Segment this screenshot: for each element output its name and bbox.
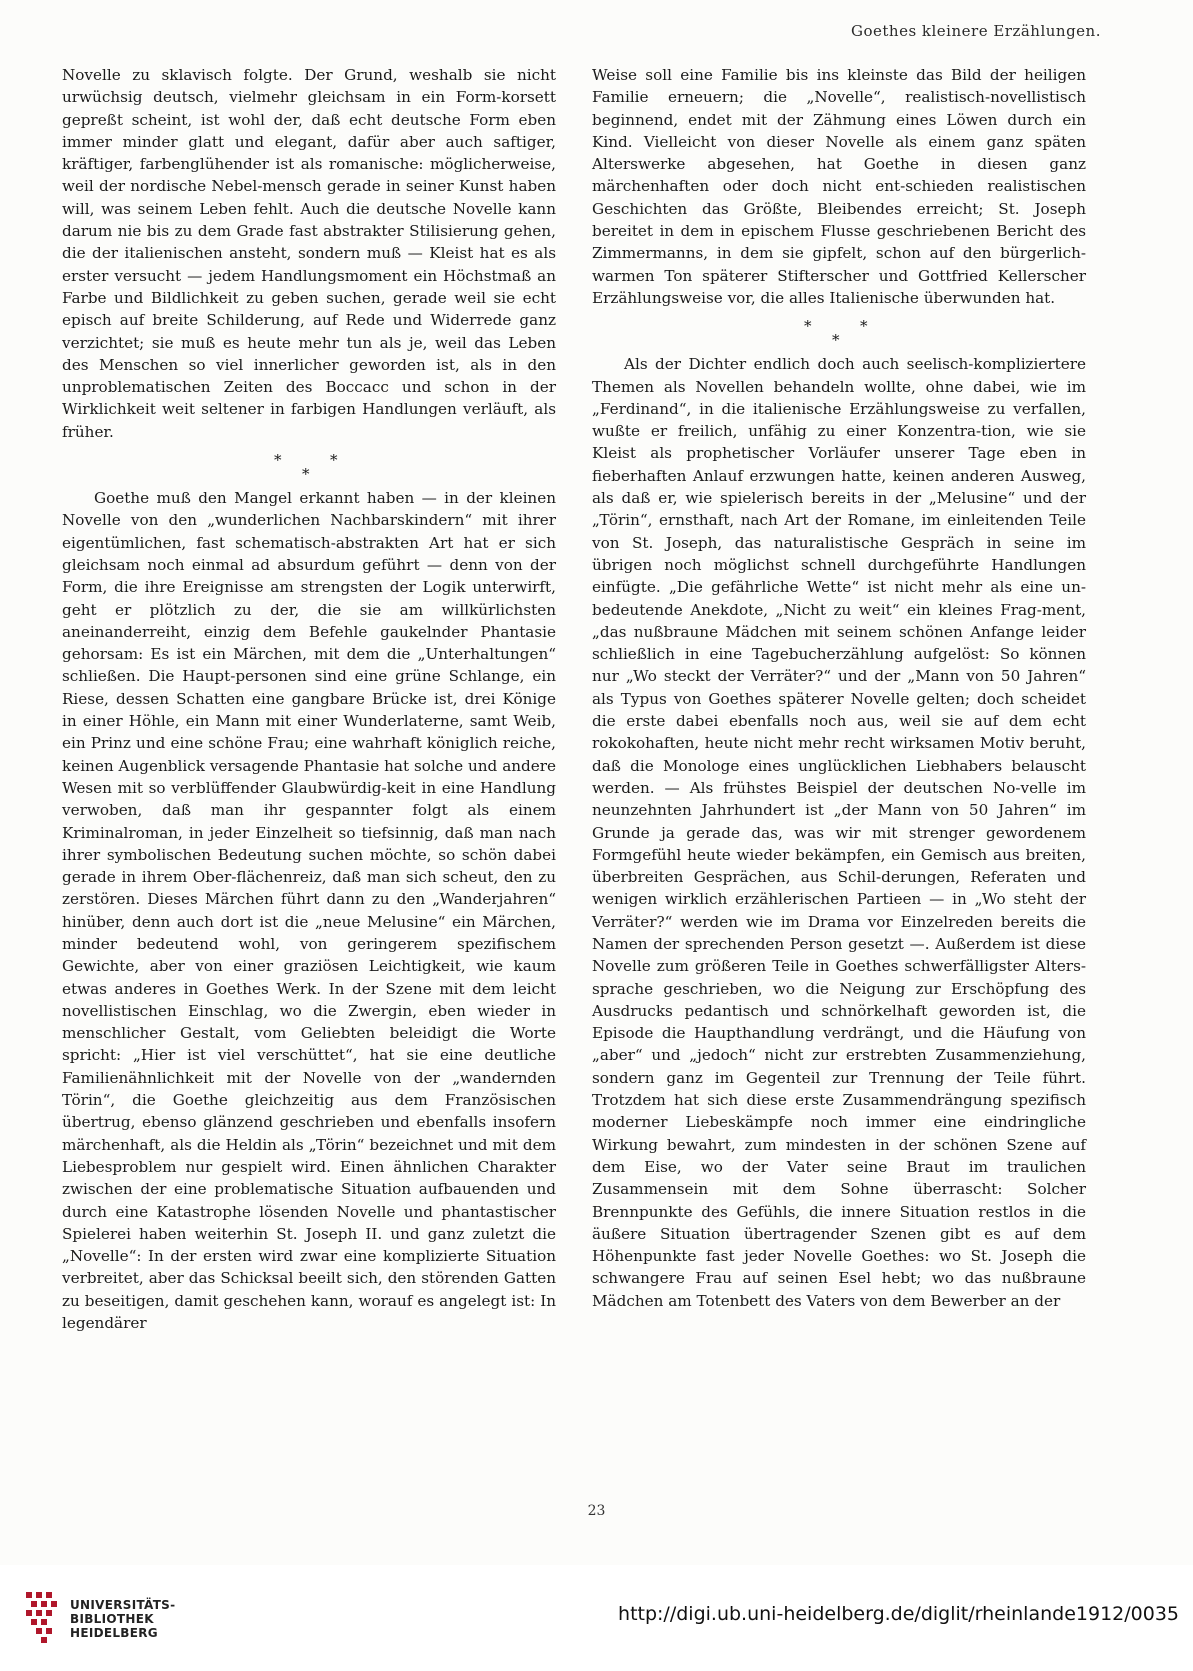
asterisk: * bbox=[274, 451, 282, 470]
asterisk: * bbox=[804, 317, 812, 336]
right-column bbox=[592, 64, 1086, 1312]
library-name bbox=[70, 1598, 175, 1640]
left-paragraph-2: Goethe muß den Mangel erkannt haben — in der kleinen Novelle von den „wunderlichen Nachbarskindern“ mit ihrer eigentümlichen, fast schematisch-abstrakten Art hat er sich gleichsam noch einmal ad absurdum geführt — denn von der Form, die ihre Ereignisse am strengsten der Logik unterwirft, geht er plötzlich zu der, die sie am willkürlichsten aneinanderreiht, einzig dem Befehle gaukelnder Phantasie gehorsam: Es ist ein Märchen, mit dem die „Unterhaltungen“ schließen. Die Haupt-personen sind eine grüne Schlange, ein Riese, dessen Schatten eine gangbare Brücke ist, drei Könige in einer Höhle, ein Mann mit einer Wunderlaterne, samt Weib, ein Prinz und eine schöne Frau; eine wahrhaft königlich reiche, keinen Augenblick versagende Phantasie hat solche und andere Wesen mit so verblüffender Glaubwürdig-keit in eine Handlung verwoben, daß man ihr gespannter folgt als einem Kriminalroman, in jeder Einzelheit so tiefsinnig, daß man nach ihrer symbolischen Bedeutung suchen möchte, so schön dabei gerade in ihrem Ober-flächenreiz, daß man sich scheut, den zu zerstören. Dieses Märchen führt dann zu den „Wanderjahren“ hinüber, denn auch dort ist die „neue Melusine“ ein Märchen, minder bedeutend wohl, von geringerem spezifischem Gewichte, aber von einer graziösen Leichtigkeit, wie kaum etwas anderes in Goethes Werk. In der Szene mit dem leicht novellistischen Einschlag, wo die Zwergin, eben wieder in menschlicher Gestalt, vom Geliebten beleidigt die Worte spricht: „Hier ist viel verschüttet“, hat sie eine deutliche Familienähnlichkeit mit der Novelle von der „wandernden Törin“, die Goethe gleichzeitig aus dem Französischen übertrug, ebenso glänzend geschrieben und ebenfalls insofern märchenhaft, als die Heldin als „Törin“ bezeichnet und mit dem Liebesproblem nur gespielt wird. Einen ähnlichen Charakter zwischen der eine problematische Situation aufbauenden und durch eine Katastrophe lösenden Novelle und phantastischer Spielerei haben weiterhin St. Joseph II. und ganz zuletzt die „Novelle“: In der ersten wird zwar eine komplizierte Situation verbreitet, aber das Schicksal beeilt sich, den störenden Gatten zu beseitigen, damit geschehen kann, worauf es angelegt ist: In legendärer bbox=[62, 489, 556, 1333]
library-name-line-1: UNIVERSITÄTS- bbox=[70, 1598, 176, 1612]
permalink-url[interactable]: http://digi.ub.uni-heidelberg.de/diglit/rheinlande1912/0035 bbox=[618, 1603, 1179, 1625]
asterisk: * bbox=[860, 317, 868, 336]
page-number: 23 bbox=[587, 1503, 606, 1519]
asterisk: * bbox=[330, 451, 338, 470]
right-paragraph-1: Weise soll eine Familie bis ins kleinste das Bild der heiligen Familie erneuern; die „Novelle“, realistisch-novellistisch beginnend, endet mit der Zähmung eines Löwen durch ein Kind. Vielleicht von dieser Novelle als einem ganz späten Alterswerke abgesehen, hat Goethe in diesen ganz märchenhaften oder doch nicht ent-schieden realistischen Geschichten das Größte, Bleibendes erreicht; St. Joseph bereitet in dem in epischem Flusse geschriebenen Bericht des Zimmermanns, in dem sie gipfelt, schon auf den bürgerlich-warmen Ton späterer Stifterscher und Gottfried Kellerscher Erzählungsweise vor, die alles Italienische überwunden hat. bbox=[592, 66, 1086, 307]
section-divider-asterisks bbox=[62, 443, 556, 487]
section-divider-asterisks bbox=[592, 309, 1086, 353]
left-paragraph-1: Novelle zu sklavisch folgte. Der Grund, weshalb sie nicht urwüchsig deutsch, vielmehr gleichsam in ein Form-korsett gepreßt scheint, ist wohl der, daß echt deutsche Form eben immer minder glatt und elegant, dafür aber auch saftiger, kräftiger, farbenglühender ist als romanische: möglicherweise, weil der nordische Nebel-mensch gerade in seiner Kunst haben will, was seinem Leben fehlt. Auch die deutsche Novelle kann darum nie bis zu dem Grade fast abstrakter Stilisierung gehen, die der italienischen ansteht, sondern muß — Kleist hat es als erster versucht — jedem Handlungsmoment ein Höchstmaß an Farbe und Bildlichkeit zu geben suchen, gerade weil sie echt episch auf breite Schilderung, auf Rede und Widerrede ganz verzichtet; sie muß es heute mehr tun als je, weil das Leben des Menschen so viel innerlicher geworden ist, als in den unproblematischen Zeiten des Boccacc und schon in der Wirklichkeit weit seltener in farbigen Handlungen verläuft, als früher. bbox=[62, 66, 556, 441]
university-seal-logo-icon bbox=[22, 1588, 64, 1650]
left-column bbox=[62, 64, 556, 1334]
asterisk: * bbox=[832, 331, 840, 350]
right-paragraph-2: Als der Dichter endlich doch auch seelisch-kompliziertere Themen als Novellen behandeln wollte, ohne dabei, wie im „Ferdinand“, in die italienische Erzählungsweise zu verfallen, wußte er freilich, unfähig zu einer Konzentra-tion, wie sie Kleist als prophetischer Vorläufer unserer Tage eben in fieberhaften Anlauf erzwungen hatte, keinen anderen Ausweg, als daß er, wie spielerisch bereits in der „Melusine“ und der „Törin“, ernsthaft, nach Art der Romane, im einleitenden Teile von St. Joseph, das naturalistische Gespräch in seine im übrigen noch möglichst schnell durchgeführte Handlungen einfügte. „Die gefährliche Wette“ ist nicht mehr als eine un-bedeutende Anekdote, „Nicht zu weit“ ein kleines Frag-ment, „das nußbraune Mädchen mit seinem schönen Anfange leider schließlich in eine Tagebucherzählung aufgelöst: So können nur „Wo steckt der Verräter?“ und der „Mann von 50 Jahren“ als Typus von Goethes späterer Novelle gelten; doch scheidet die erste dabei ebenfalls noch aus, weil sie auf dem echt rokokohaften, heute nicht mehr recht wirksamen Motiv beruht, daß die Monologe eines unglücklichen Liebhabers belauscht werden. — Als frühstes Beispiel der deutschen No-velle im neunzehnten Jahrhundert ist „der Mann von 50 Jahren“ im Grunde ja gerade das, was wir mit strenger gewordenem Formgefühl heute wieder bekämpfen, ein Gemisch aus breiten, überbreiten Gesprächen, aus Schil-derungen, Referaten und wenigen wirklich erzählerischen Partieen — in „Wo steht der Verräter?“ werden wie im Drama vor Einzelreden bereits die Namen der sprechenden Person gesetzt —. Außerdem ist diese Novelle zum größeren Teile in Goethes schwerfälligster Alters-sprache geschrieben, wo die Neigung zur Erschöpfung des Ausdrucks pedantisch und schnörkelhaft geworden ist, die Episode die Haupthandlung verdrängt, und die Häufung von „aber“ und „jedoch“ nicht zur erstrebten Zusammenziehung, sondern ganz im Gegenteil zur Trennung der Teile führt. Trotzdem hat sich diese erste Zusammendrängung spezifisch moderner Liebeskämpfe noch immer eine eindringliche Wirkung bewahrt, zum mindesten in der schönen Szene auf dem Eise, wo der Vater seine Braut im traulichen Zusammensein mit dem Sohne überrascht: Solcher Brennpunkte des Gefühls, die innere Situation restlos in die äußere Situation übertragender Szenen gibt es auf dem Höhenpunkte fast jeder Novelle Goethes: wo St. Joseph die schwangere Frau auf seinen Esel hebt; wo das nußbraune Mädchen am Totenbett des Vaters von dem Bewerber an der bbox=[592, 355, 1086, 1310]
library-name-line-2: BIBLIOTHEK bbox=[70, 1612, 154, 1626]
running-head: Goethes kleinere Erzählungen. bbox=[851, 22, 1101, 40]
library-name-line-3: HEIDELBERG bbox=[70, 1626, 158, 1640]
asterisk: * bbox=[302, 465, 310, 484]
